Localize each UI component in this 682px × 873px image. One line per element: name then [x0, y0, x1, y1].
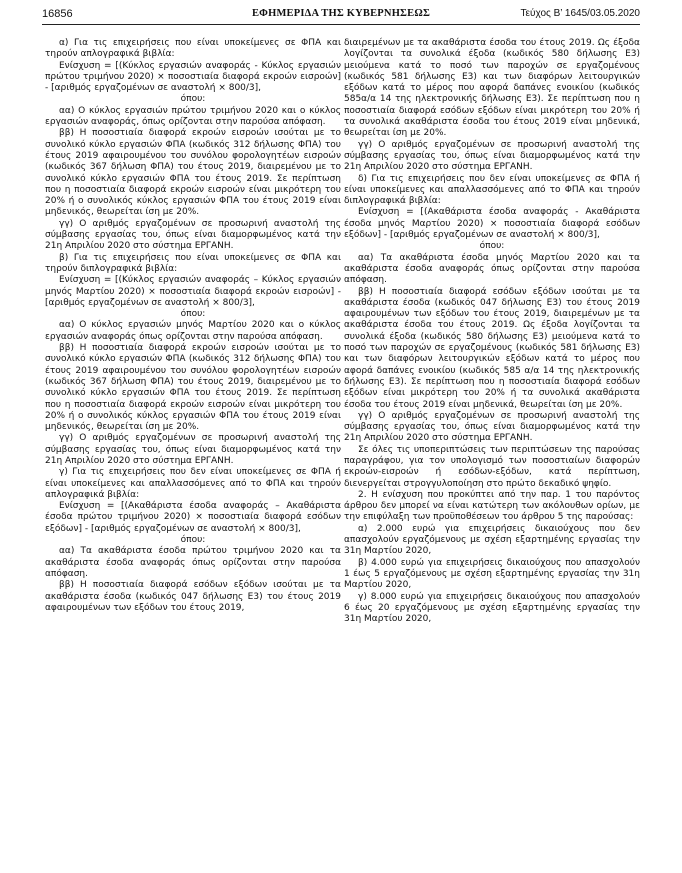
paragraph: 2. Η ενίσχυση που προκύπτει από την παρ. 1 του παρόντος άρθρου δεν μπορεί να είναι κατώτερη των ακόλουθων ορίων, με την επιφύλαξη των προϋποθέσεων του άρθρου 5 της παρούσας:: [344, 489, 640, 523]
list-item: α) 2.000 ευρώ για επιχειρήσεις δικαιούχους που δεν απασχολούν εργαζόμενους με σχέση εξαρτημένης εργασίας την 31η Μαρτίου 2020,: [344, 523, 640, 557]
paragraph: αα) Ο κύκλος εργασιών πρώτου τριμήνου 2020 και ο κύκλος εργασιών αναφοράς, όπως ορίζονται στην παρούσα απόφαση.: [45, 105, 341, 128]
paragraph: όπου:: [180, 535, 206, 546]
list-item: γ) 8.000 ευρώ για επιχειρήσεις δικαιούχους που απασχολούν 6 έως 20 εργαζόμενους με σχέση εξαρτημένης εργασίας την 31η Μαρτίου 2020,: [344, 591, 640, 625]
formula: Ενίσχυση = [(Κύκλος εργασιών αναφοράς - Κύκλος εργασιών πρώτου τριμήνου 2020) × ποσοστιαία διαφορά εκροών εισροών] - [αριθμός εργαζομένων σε αναστολή × 800/3],: [45, 60, 341, 94]
paragraph: αα) Ο κύκλος εργασιών μηνός Μαρτίου 2020 και ο κύκλος εργασιών αναφοράς όπως ορίζονται στην παρούσα απόφαση.: [45, 320, 341, 342]
paragraph: αα) Τα ακαθάριστα έσοδα πρώτου τριμήνου 2020 και τα ακαθάριστα έσοδα αναφοράς όπως ορίζονται στην παρούσα απόφαση.: [45, 546, 341, 579]
list-item: β) 4.000 ευρώ για επιχειρήσεις δικαιούχους που απασχολούν 1 έως 5 εργαζόμενους με σχέση εξαρτημένης εργασίας την 31η Μαρτίου 2020,: [344, 557, 640, 591]
right-column: [344, 38, 640, 625]
journal-title: ΕΦΗΜΕΡΙΔΑ ΤΗΣ ΚΥΒΕΡΝΗΣΕΩΣ: [251, 8, 431, 19]
paragraph: διαιρεμένων με τα ακαθάριστα έσοδα του έτους 2019. Ως έξοδα λογίζονται τα συνολικά έξοδα (κωδικός 580 δήλωσης Ε3) μειούμενα κατά το ποσό των παροχών σε εργαζομένους (κωδικός 581 δήλωσης Ε3) και των διαφόρων λειτουργικών εξόδων κατά το μέρος που αφορά δαπάνες ενοικίου (κωδικός 585α/α 14 της ηλεκτρονικής δήλωσης Ε3). Σε περίπτωση που η ποσοστιαία διαφορά εσόδων εξόδων είναι μικρότερη του 20% ή τα συνολικά ακαθάριστα έσοδα του έτους 2019 είναι μηδενικά, θεωρείται ίση με 20%.: [344, 38, 640, 139]
paragraph: ββ) Η ποσοστιαία διαφορά εσόδων εξόδων ισούται με τα ακαθάριστα έσοδα (κωδικός 047 δήλωσης Ε3) του έτους 2019 αφαιρουμένων των εξόδων του έτους 2019,: [45, 580, 341, 613]
paragraph: δ) Για τις επιχειρήσεις που δεν είναι υποκείμενες σε ΦΠΑ ή είναι υποκείμενες και απαλλασσόμενες από το ΦΠΑ και τηρούν διπλογραφικά βιβλία:: [344, 173, 640, 207]
paragraph: αα) Τα ακαθάριστα έσοδα μηνός Μαρτίου 2020 και τα ακαθάριστα έσοδα αναφοράς όπως ορίζονται στην παρούσα απόφαση.: [344, 252, 640, 286]
paragraph: β) Για τις επιχειρήσεις που είναι υποκείμενες σε ΦΠΑ και τηρούν διπλογραφικά βιβλία:: [45, 252, 341, 274]
formula: Ενίσχυση = [(Ακαθάριστα έσοδα αναφοράς – Ακαθάριστα έσοδα πρώτου τριμήνου 2020) × ποσοστιαία διαφορά εσόδων εξόδων] - [αριθμός εργαζομένων σε αναστολή × 800/3],: [45, 501, 341, 534]
paragraph: γγ) Ο αριθμός εργαζομένων σε προσωρινή αναστολή της σύμβασης εργασίας του, όπως είναι διαμορφωμένος κατά την 21η Απριλίου 2020 στο σύστημα ΕΡΓΑΝΗ.: [344, 410, 640, 444]
paragraph: ββ) Η ποσοστιαία διαφορά εκροών εισροών ισούται με το συνολικό κύκλο εργασιών ΦΠΑ (κωδικός 312 δήλωσης ΦΠΑ) του έτους 2019 αφαιρουμένου του συνόλου φορολογητέων εισροών (κωδικός 367 δήλωση ΦΠΑ) του έτους 2019, διαιρεμένου με το συνολικό κύκλο εργασιών ΦΠΑ του έτους 2019. Σε περίπτωση που η ποσοστιαία διαφορά εκροών εισροών είναι μικρότερη του 20% ή ο συνολικός κύκλος εργασιών ΦΠΑ του έτους 2019 είναι μηδενικός, θεωρείται ίση με 20%.: [45, 128, 341, 218]
paragraph: όπου:: [180, 94, 206, 105]
paragraph: Σε όλες τις υποπεριπτώσεις των περιπτώσεων της παρούσας παραγράφου, για τον υπολογισμό των ποσοστιαίων διαφορών εκροών-εισροών ή εσόδων-εξόδων, κατά περίπτωση, διενεργείται στρογγυλοποίηση στο πρώτο δεκαδικό ψηφίο.: [344, 444, 640, 489]
paragraph: γγ) Ο αριθμός εργαζομένων σε προσωρινή αναστολή της σύμβασης εργασίας του, όπως είναι διαμορφωμένος κατά την 21η Απριλίου 2020 στο σύστημα ΕΡΓΑΝΗ.: [344, 139, 640, 173]
paragraph: ββ) Η ποσοστιαία διαφορά εκροών εισροών ισούται με το συνολικό κύκλο εργασιών ΦΠΑ (κωδικός 312 δήλωσης ΦΠΑ) του έτους 2019 αφαιρουμένου του συνόλου φορολογητέων εισροών (κωδικός 367 δήλωση ΦΠΑ) του έτους 2019, διαιρεμένου με το συνολικό κύκλο εργασιών ΦΠΑ του έτους 2019. Σε περίπτωση που η ποσοστιαία διαφορά εκροών εισροών είναι μικρότερη του 20% ή ο συνολικός κύκλος εργασιών ΦΠΑ του έτους 2019 είναι μηδενικός, θεωρείται ίση με 20%.: [45, 343, 341, 433]
paragraph: α) Για τις επιχειρήσεις που είναι υποκείμενες σε ΦΠΑ και τηρούν απλογραφικά βιβλία:: [45, 38, 341, 60]
paragraph: γ) Για τις επιχειρήσεις που δεν είναι υποκείμενες σε ΦΠΑ ή είναι υποκείμενες και απαλλασσόμενες από το ΦΠΑ και τηρούν απλογραφικά βιβλία:: [45, 467, 341, 500]
formula: Ενίσχυση = [(Ακαθάριστα έσοδα αναφοράς - Ακαθάριστα έσοδα μηνός Μαρτίου 2020) × ποσοστιαία διαφορά εσόδων εξόδων] - [αριθμός εργαζομένων σε αναστολή × 800/3],: [344, 207, 640, 241]
formula: Ενίσχυση = [(Κύκλος εργασιών αναφοράς – Κύκλος εργασιών μηνός Μαρτίου 2020) × ποσοστιαία διαφορά εκροών εισροών] - [αριθμός εργαζομένων σε αναστολή × 800/3],: [45, 275, 341, 308]
paragraph: ββ) Η ποσοστιαία διαφορά εσόδων εξόδων ισούται με τα ακαθάριστα έσοδα (κωδικός 047 δήλωσης Ε3) του έτους 2019 αφαιρουμένων των εξόδων του έτους 2019, διαιρεμένων με τα ακαθάριστα έσοδα του έτους 2019. Ως έξοδα λογίζονται τα συνολικά έξοδα (κωδικός 580 δήλωσης Ε3) μειούμενα κατά το ποσό των παροχών σε εργαζομένους (κωδικός 581 δήλωσης Ε3) και των διαφόρων λειτουργικών εξόδων κατά το μέρος που αφορά δαπάνες ενοικίου (κωδικός 585 α/α 14 της ηλεκτρονικής δήλωσης Ε3). Σε περίπτωση που η ποσοστιαία διαφορά εσόδων εξόδων είναι μικρότερη του 20% ή τα συνολικά ακαθάριστα έσοδα του έτους 2019 είναι μηδενικά, θεωρείται ίση με 20%.: [344, 286, 640, 410]
issue-reference: Τεύχος Β’ 1645/03.05.2020: [520, 8, 640, 19]
page-header: [42, 6, 640, 26]
header-rule: [42, 24, 640, 25]
left-column: [45, 38, 341, 614]
paragraph: γγ) Ο αριθμός εργαζομένων σε προσωρινή αναστολή της σύμβασης εργασίας του, όπως είναι διαμορφωμένος κατά την 21η Απριλίου 2020 στο σύστημα ΕΡΓΑΝΗ.: [45, 433, 341, 466]
paragraph: όπου:: [479, 241, 505, 252]
page-number: 16856: [42, 8, 73, 20]
paragraph: όπου:: [180, 309, 206, 320]
paragraph: γγ) Ο αριθμός εργαζομένων σε προσωρινή αναστολή της σύμβασης εργασίας του, όπως είναι διαμορφωμένος κατά την 21η Απριλίου 2020 στο σύστημα ΕΡΓΑΝΗ.: [45, 218, 341, 252]
